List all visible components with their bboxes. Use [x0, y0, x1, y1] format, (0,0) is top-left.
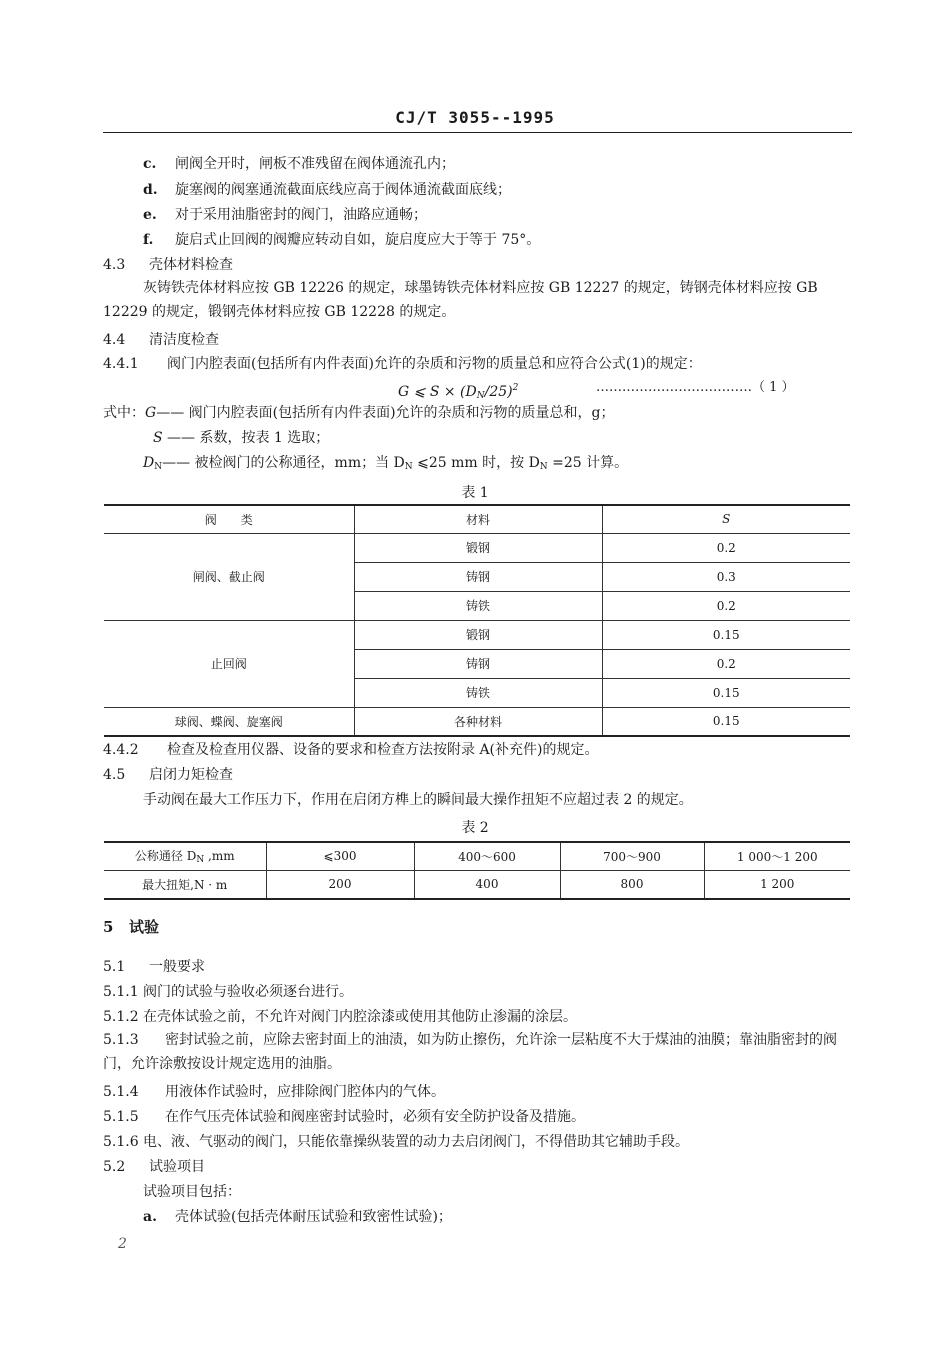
material-cell: 铸铁	[354, 591, 602, 620]
section-title: 清洁度检查	[149, 332, 219, 348]
clause-5-1-4	[103, 1083, 445, 1101]
section-number: 4.3	[103, 257, 126, 273]
list-item-text: 闸阀全开时，闸板不准残留在阀体通流孔内；	[175, 156, 455, 172]
section-number: 4.4	[103, 332, 126, 348]
section-heading-5-2	[103, 1158, 205, 1176]
section-heading-4-5	[103, 766, 233, 784]
formula-subscript: N	[476, 391, 485, 401]
section-title: 试验	[129, 918, 160, 936]
material-cell: 锻钢	[354, 533, 602, 562]
clause-text: 用液体作试验时，应排除阀门腔体内的气体。	[165, 1084, 445, 1100]
variable-subscript: N	[154, 462, 163, 472]
variable-subscript: N	[539, 462, 548, 472]
valve-type-cell: 止回阀	[104, 620, 354, 707]
clause-5-1-5	[103, 1108, 585, 1126]
section-title: 启闭力矩检查	[149, 767, 233, 783]
list-item-label: f.	[143, 232, 154, 248]
s-value-cell: 0.15	[602, 620, 850, 649]
variable-symbol: G	[145, 405, 157, 421]
paragraph-5-2-intro: 试验项目包括：	[143, 1184, 241, 1200]
clause-text: 阀门内腔表面(包括所有内件表面)允许的杂质和污物的质量总和应符合公式(1)的规定：	[167, 356, 702, 372]
table-row	[104, 870, 850, 899]
row-label-text: 公称通径 D	[134, 849, 197, 864]
clause-number: 4.4.2	[103, 742, 139, 758]
table-2-caption: 表 2	[461, 820, 489, 836]
table-row	[104, 620, 850, 649]
clause-4-4-2	[103, 741, 598, 759]
clause-number: 5.1.4	[103, 1084, 139, 1100]
variable-dn-definition	[143, 454, 628, 476]
list-item	[143, 206, 427, 224]
formula-lhs: G ⩽ S × (D	[398, 384, 477, 400]
row-label-subscript: N	[196, 855, 205, 866]
clause-number: 5.1.1	[103, 984, 139, 1000]
s-value-cell: 0.15	[602, 707, 850, 736]
list-item	[143, 231, 540, 249]
table-cell: 1 200	[704, 870, 850, 899]
section-number: 4.5	[103, 767, 126, 783]
paragraph-4-5: 手动阀在最大工作压力下，作用在启闭方榫上的瞬间最大操作扭矩不应超过表 2 的规定。	[143, 792, 693, 808]
formula-superscript: 2	[512, 383, 519, 393]
section-title: 一般要求	[149, 959, 205, 975]
list-item-label: c.	[143, 156, 157, 172]
clause-text: 检查及检查用仪器、设备的要求和检查方法按附录 A(补充件)的规定。	[167, 742, 599, 758]
section-title: 试验项目	[149, 1159, 205, 1175]
paragraph-4-3: 灰铸铁壳体材料应按 GB 12226 的规定，球墨铸铁壳体材料应按 GB 12227 的规定，铸钢壳体材料应按 GB 12229 的规定，锻钢壳体材料应按 GB 12228 的规定。	[103, 280, 818, 320]
list-item-label: d.	[143, 182, 158, 198]
clause-number: 5.1.2	[103, 1009, 139, 1025]
table-cell: ⩽300	[266, 842, 414, 870]
section-heading-5	[103, 918, 159, 936]
clause-text: 阀门的试验与验收必须逐台进行。	[143, 984, 353, 1000]
section-number: 5.1	[103, 959, 126, 975]
list-item-text: 壳体试验(包括壳体耐压试验和致密性试验)；	[175, 1209, 452, 1225]
table-row	[104, 533, 850, 562]
material-cell: 铸钢	[354, 562, 602, 591]
valve-type-cell: 闸阀、截止阀	[104, 533, 354, 620]
s-value-cell: 0.2	[602, 533, 850, 562]
table-cell: 800	[560, 870, 704, 899]
page-number: 2	[118, 1236, 127, 1252]
table-cell: 400～600	[414, 842, 560, 870]
table-2	[104, 841, 850, 900]
variable-description: —— 系数，按表 1 选取；	[167, 430, 330, 446]
s-value-cell: 0.3	[602, 562, 850, 591]
table-header-cell: 阀 类	[104, 505, 354, 533]
table-cell: 1 000～1 200	[704, 842, 850, 870]
variable-description: —— 阀门内腔表面(包括所有内件表面)允许的杂质和污物的质量总和，g；	[156, 405, 615, 421]
list-item	[143, 181, 511, 199]
section-number: 5	[103, 918, 114, 936]
variable-symbol: S	[153, 430, 163, 446]
material-cell: 铸铁	[354, 678, 602, 707]
variable-g-definition	[103, 404, 615, 422]
table-cell: 200	[266, 870, 414, 899]
table-header-cell: S	[602, 505, 850, 533]
section-heading-5-1	[103, 958, 205, 976]
table-header-row	[104, 505, 850, 533]
clause-number: 5.1.5	[103, 1109, 139, 1125]
table-cell: 400	[414, 870, 560, 899]
row-label-cell	[104, 842, 266, 870]
variable-description-part: =25 计算。	[547, 455, 629, 471]
list-item	[143, 155, 455, 173]
header-rule	[103, 132, 852, 133]
list-item-text: 旋塞阀的阀塞通流截面底线应高于阀体通流截面底线；	[175, 182, 511, 198]
section-heading-4-4	[103, 331, 219, 349]
formula-number: ………………………………（ 1 ）	[596, 380, 795, 395]
valve-type-cell: 球阀、蝶阀、旋塞阀	[104, 707, 354, 736]
list-item-label: e.	[143, 207, 157, 223]
material-cell: 各种材料	[354, 707, 602, 736]
list-item-label: a.	[143, 1209, 157, 1225]
clause-number: 5.1.6	[103, 1134, 139, 1150]
clause-text: 电、液、气驱动的阀门，只能依靠操纵装置的动力去启闭阀门，不得借助其它辅助手段。	[143, 1134, 689, 1150]
table-1-caption: 表 1	[461, 485, 489, 501]
section-heading-4-3	[103, 256, 233, 274]
s-value-cell: 0.2	[602, 591, 850, 620]
section-number: 5.2	[103, 1159, 126, 1175]
table-1	[104, 504, 850, 737]
list-item	[143, 1208, 452, 1226]
variable-description-part: ⩽25 mm 时，按 D	[412, 455, 540, 471]
material-cell: 锻钢	[354, 620, 602, 649]
standard-number-header: CJ/T 3055--1995	[395, 108, 555, 127]
table-row	[104, 842, 850, 870]
clause-text: 在壳体试验之前，不允许对阀门内腔涂漆或使用其他防止渗漏的涂层。	[143, 1009, 577, 1025]
table-cell: 700～900	[560, 842, 704, 870]
table-header-cell: 材料	[354, 505, 602, 533]
clause-text: 密封试验之前，应除去密封面上的油渍，如为防止擦伤，允许涂一层粘度不大于煤油的油膜；靠油脂密封的阀门，允许涂敷按设计规定选用的油脂。	[103, 1032, 837, 1072]
formula-1	[398, 379, 518, 405]
clause-number: 5.1.3	[103, 1032, 139, 1048]
clause-number: 4.4.1	[103, 356, 139, 372]
clause-text: 在作气压壳体试验和阀座密封试验时，必须有安全防护设备及措施。	[165, 1109, 585, 1125]
clause-5-1-2	[103, 1008, 577, 1026]
variable-symbol: D	[143, 455, 155, 471]
clause-4-4-1	[103, 355, 702, 373]
s-value-cell: 0.2	[602, 649, 850, 678]
variable-subscript: N	[404, 462, 413, 472]
variable-s-definition	[153, 429, 329, 447]
row-label-cell: 最大扭矩,N · m	[104, 870, 266, 899]
clause-5-1-3	[103, 1028, 852, 1076]
clause-5-1-6	[103, 1133, 689, 1151]
material-cell: 铸钢	[354, 649, 602, 678]
list-item-text: 旋启式止回阀的阀瓣应转动自如，旋启度应大于等于 75°。	[175, 232, 541, 248]
list-item-text: 对于采用油脂密封的阀门，油路应通畅；	[175, 207, 427, 223]
where-prefix: 式中：	[103, 405, 145, 421]
section-title: 壳体材料检查	[149, 257, 233, 273]
row-label-unit: ,mm	[204, 849, 235, 864]
formula-rhs: /25)	[484, 384, 513, 400]
variable-description: —— 被检阀门的公称通径，mm；当 D	[162, 455, 405, 471]
clause-5-1-1	[103, 983, 353, 1001]
s-value-cell: 0.15	[602, 678, 850, 707]
table-row	[104, 707, 850, 736]
